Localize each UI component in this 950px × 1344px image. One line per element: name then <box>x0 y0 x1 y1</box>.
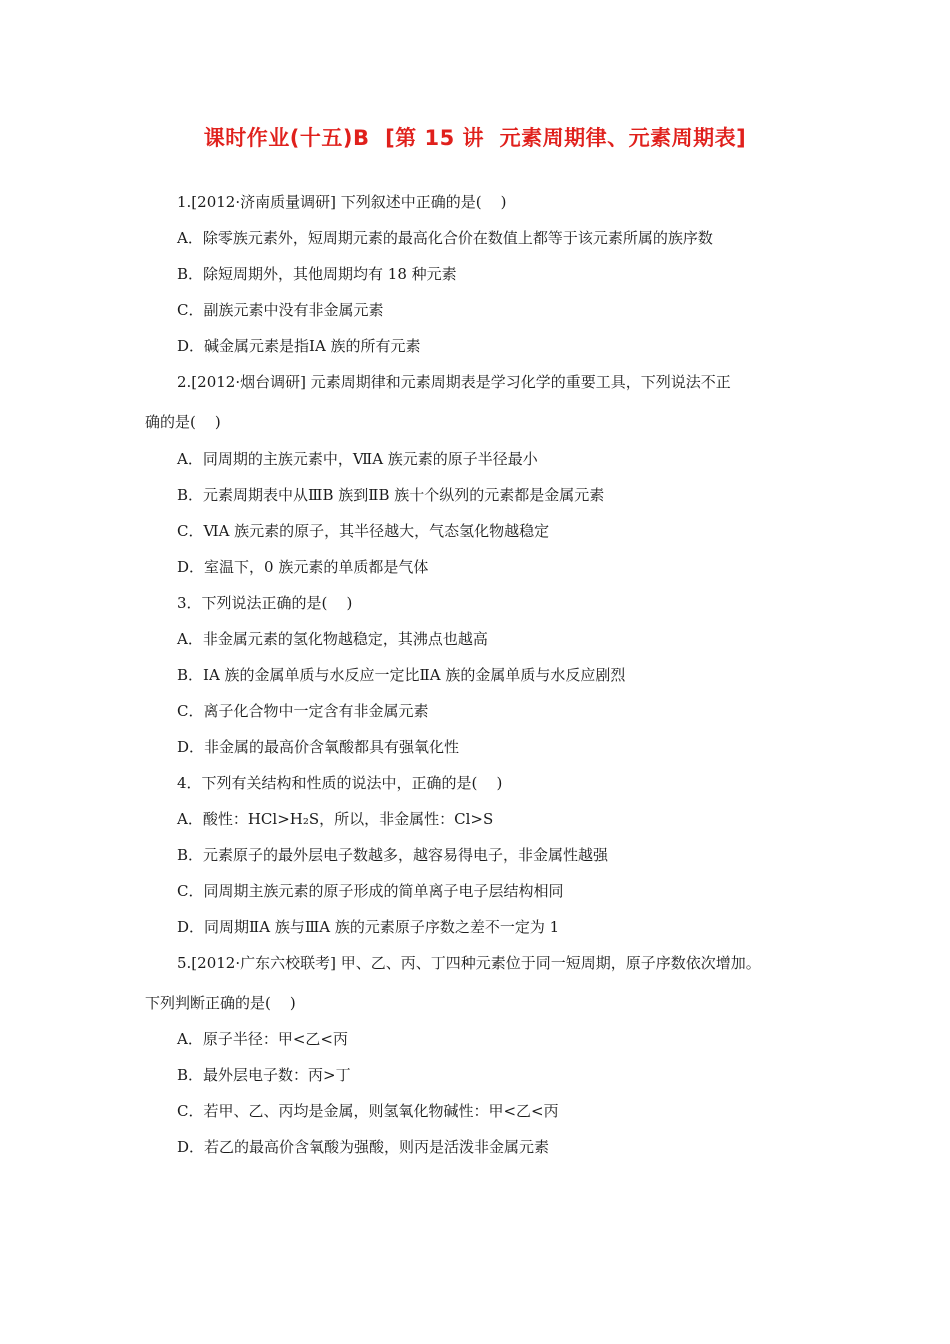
question-5-option-d: D．若乙的最高价含氧酸为强酸，则丙是活泼非金属元素 <box>177 1138 550 1156</box>
question-4-option-d: D．同周期ⅡA 族与ⅢA 族的元素原子序数之差不一定为 1 <box>177 918 560 936</box>
question-1-option-a: A．除零族元素外，短周期元素的最高化合价在数值上都等于该元素所属的族序数 <box>177 229 713 247</box>
question-5-option-c: C．若甲、乙、丙均是金属，则氢氧化物碱性：甲<乙<丙 <box>177 1102 559 1120</box>
question-4-option-b: B．元素原子的最外层电子数越多，越容易得电子，非金属性越强 <box>177 846 609 864</box>
question-1-option-d: D．碱金属元素是指ⅠA 族的所有元素 <box>177 337 421 355</box>
question-5: 5.[2012·广东六校联考] 甲、乙、丙、丁四种元素位于同一短周期，原子序数依次增加。 <box>177 954 761 972</box>
question-2-option-c: C．ⅥA 族元素的原子，其半径越大，气态氢化物越稳定 <box>177 522 550 540</box>
question-4-option-c: C．同周期主族元素的原子形成的简单离子电子层结构相同 <box>177 882 564 900</box>
question-2-option-a: A．同周期的主族元素中，ⅦA 族元素的原子半径最小 <box>177 450 538 468</box>
question-3-option-b: B．ⅠA 族的金属单质与水反应一定比ⅡA 族的金属单质与水反应剧烈 <box>177 666 626 684</box>
question-4: 4．下列有关结构和性质的说法中，正确的是( ) <box>177 774 503 792</box>
question-1: 1.[2012·济南质量调研] 下列叙述中正确的是( ) <box>177 193 507 211</box>
question-1-option-c: C．副族元素中没有非金属元素 <box>177 301 384 319</box>
question-2-option-b: B．元素周期表中从ⅢB 族到ⅡB 族十个纵列的元素都是金属元素 <box>177 486 605 504</box>
question-2-continued: 确的是( ) <box>145 413 221 431</box>
question-4-option-a: A．酸性：HCl>H₂S，所以，非金属性：Cl>S <box>177 810 494 828</box>
question-3-option-c: C．离子化合物中一定含有非金属元素 <box>177 702 429 720</box>
page-title: 课时作业(十五)B [第 15 讲 元素周期律、元素周期表] <box>203 126 747 150</box>
question-1-option-b: B．除短周期外，其他周期均有 18 种元素 <box>177 265 457 283</box>
question-5-option-b: B．最外层电子数：丙>丁 <box>177 1066 351 1084</box>
question-5-continued: 下列判断正确的是( ) <box>145 994 296 1012</box>
question-2-option-d: D．室温下，0 族元素的单质都是气体 <box>177 558 429 576</box>
question-3-option-d: D．非金属的最高价含氧酸都具有强氧化性 <box>177 738 460 756</box>
question-3-option-a: A．非金属元素的氢化物越稳定，其沸点也越高 <box>177 630 488 648</box>
question-2: 2.[2012·烟台调研] 元素周期律和元素周期表是学习化学的重要工具，下列说法不正 <box>177 373 731 391</box>
question-3: 3．下列说法正确的是( ) <box>177 594 353 612</box>
question-5-option-a: A．原子半径：甲<乙<丙 <box>177 1030 348 1048</box>
